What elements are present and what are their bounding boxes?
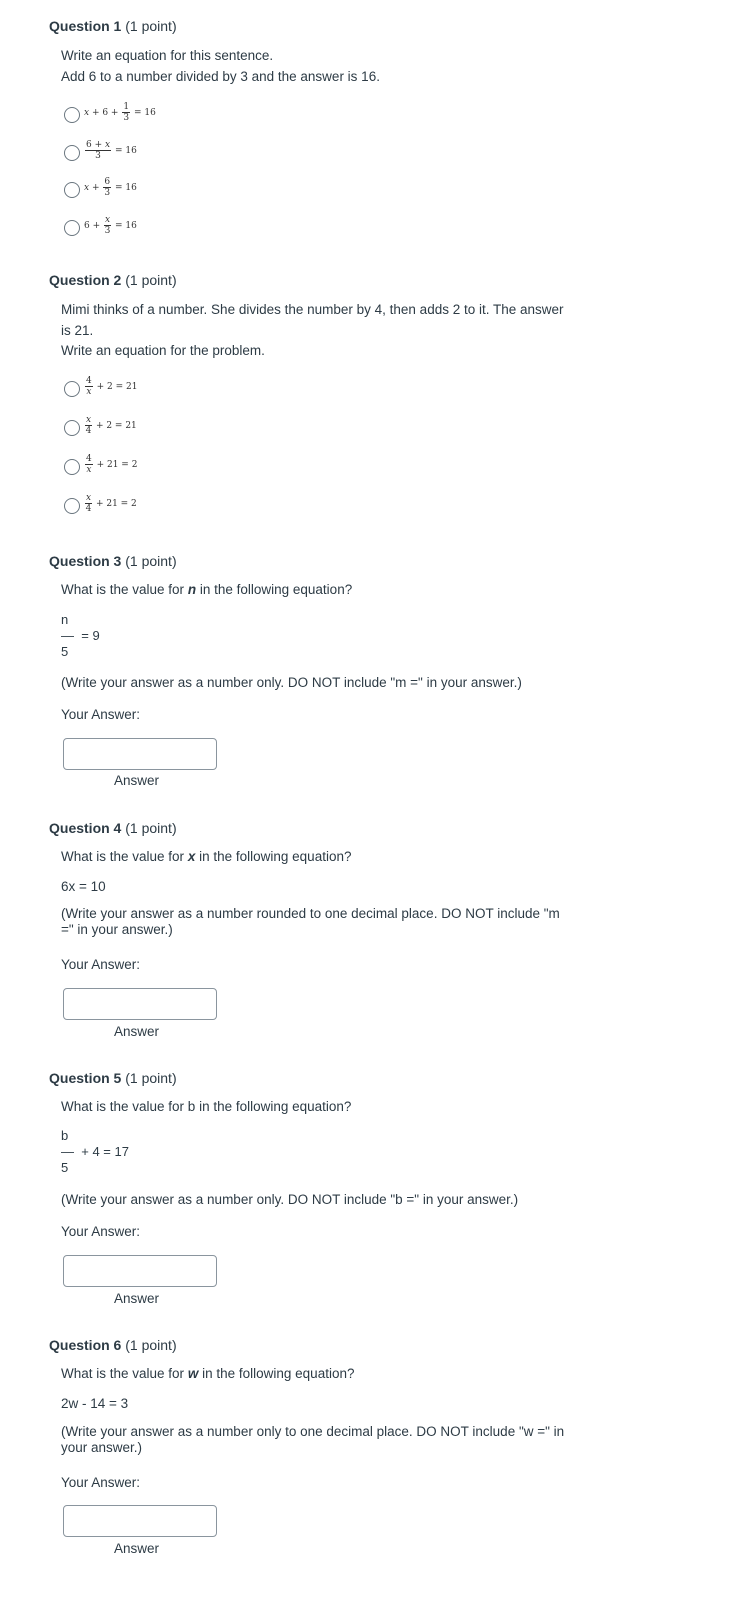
question-2-line3: Write an equation for the problem. (61, 343, 265, 358)
question-3-title: Question 3 (1 point) (49, 553, 177, 569)
q2-option-1-radio[interactable] (64, 381, 80, 397)
question-5-title: Question 5 (1 point) (49, 1070, 177, 1086)
question-1-line1: Write an equation for this sentence. (61, 48, 274, 63)
question-6-answer-caption: Answer (114, 1541, 160, 1556)
question-3-your-answer-label: Your Answer: (61, 707, 141, 722)
question-5-answer-input[interactable] (63, 1255, 217, 1287)
question-6-equation: 2w - 14 = 3 (61, 1396, 129, 1411)
question-5-your-answer-label: Your Answer: (61, 1224, 141, 1239)
question-5-note: (Write your answer as a number only. DO NOT include "b =" in your answer.) (61, 1192, 519, 1207)
question-4-prompt: What is the value for x in the following equation? (61, 849, 352, 864)
question-3-answer-caption: Answer (114, 773, 160, 788)
question-1-line2: Add 6 to a number divided by 3 and the answer is 16. (61, 69, 380, 84)
question-4-equation: 6x = 10 (61, 879, 106, 894)
question-3-answer-input[interactable] (63, 738, 217, 770)
q1-option-2-radio[interactable] (64, 145, 80, 161)
question-5-prompt: What is the value for b in the following equation? (61, 1099, 352, 1114)
q1-option-1-radio[interactable] (64, 107, 80, 123)
question-4-answer-caption: Answer (114, 1024, 160, 1039)
q2-option-4-radio[interactable] (64, 498, 80, 514)
question-6-title: Question 6 (1 point) (49, 1337, 177, 1353)
q1-option-4-radio[interactable] (64, 220, 80, 236)
question-5-equation: b — + 4 = 17 5 (61, 1128, 129, 1175)
q2-option-3-equation: $\frac{4}{x}$ + 21 = 2 (86, 454, 138, 475)
q1-option-2-equation: $\frac{6 + x}{3}$ = 16 (86, 140, 137, 161)
question-6-note: (Write your answer as a number only to one decimal place. DO NOT include "w =" in your answer.) (61, 1424, 565, 1455)
question-1-title: Question 1 (1 point) (49, 18, 177, 34)
question-6-prompt: What is the value for w in the following equation? (61, 1366, 355, 1381)
question-5-answer-caption: Answer (114, 1291, 160, 1306)
question-6-answer-input[interactable] (63, 1505, 217, 1537)
question-4-title: Question 4 (1 point) (49, 820, 177, 836)
q1-option-3-equation: x + $\frac{6}{3}$ = 16 (84, 177, 137, 198)
question-3-equation: n — = 9 5 (61, 612, 100, 659)
question-2-line2: is 21. (61, 323, 94, 338)
question-2-title: Question 2 (1 point) (49, 272, 177, 288)
question-3-note: (Write your answer as a number only. DO NOT include "m =" in your answer.) (61, 675, 522, 690)
question-4-your-answer-label: Your Answer: (61, 957, 141, 972)
q1-option-3-radio[interactable] (64, 182, 80, 198)
question-3-prompt: What is the value for n in the following equation? (61, 582, 353, 597)
q2-option-1-equation: $\frac{4}{x}$ + 2 = 21 (86, 376, 138, 397)
question-6-your-answer-label: Your Answer: (61, 1475, 141, 1490)
q2-option-2-radio[interactable] (64, 420, 80, 436)
question-4-answer-input[interactable] (63, 988, 217, 1020)
question-2-line1: Mimi thinks of a number. She divides the number by 4, then adds 2 to it. The answer (61, 302, 564, 317)
q2-option-4-equation: $\frac{x}{4}$ + 21 = 2 (85, 493, 137, 514)
q1-option-1-equation: x + 6 + $\frac{1}{3}$ = 16 (84, 102, 156, 123)
q2-option-2-equation: $\frac{x}{4}$ + 2 = 21 (85, 415, 137, 436)
q2-option-3-radio[interactable] (64, 459, 80, 475)
question-4-note: (Write your answer as a number rounded to one decimal place. DO NOT include "m =" in your answer.) (61, 906, 560, 937)
q1-option-4-equation: 6 + $\frac{x}{3}$ = 16 (84, 215, 137, 236)
